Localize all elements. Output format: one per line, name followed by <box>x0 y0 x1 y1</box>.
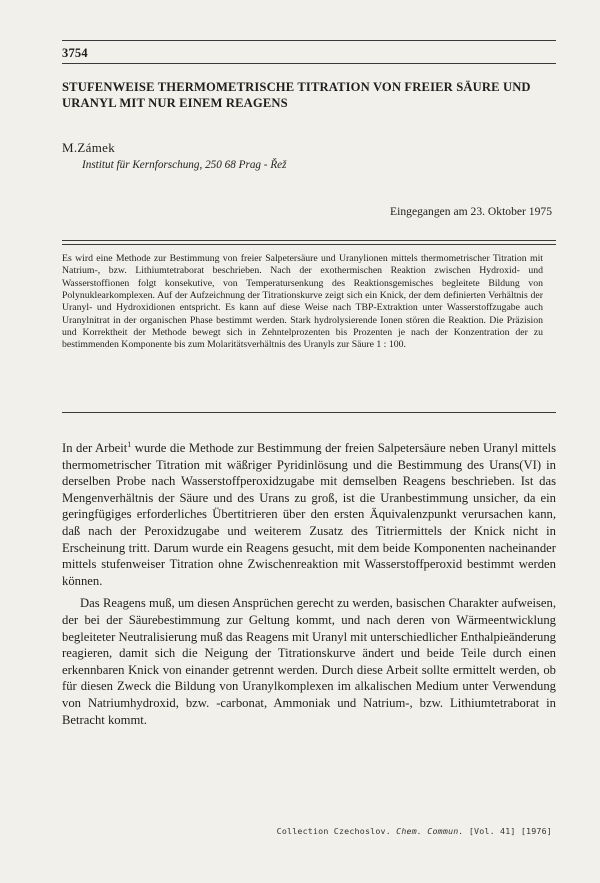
article-body <box>62 440 556 728</box>
paragraph-1-start: In der Arbeit <box>62 441 128 455</box>
author-affiliation: Institut für Kernforschung, 250 68 Prag - Řež <box>82 159 287 171</box>
paragraph-2: Das Reagens muß, um diesen Ansprüchen gerecht zu werden, basischen Charakter aufweisen, der bei der Säurebestimmung zur Geltung kommt, und nach deren von Wärmeentwicklung begleiteter Neutralisierung muß das Reagens mit Uranyl mit unterschiedlicher Enthalpieänderung reagieren, damit sich die Neigung der Titrationskurve ändert und beide Teile durch einen erkennbaren Knick von einander getrennt werden. Durch diese Arbeit sollte ermittelt werden, ob für diesen Zweck die Bildung von Uranylkomplexen im alkalischen Medium unter Verwendung von Natriumhydroxid, bzw. -carbonat, Ammoniak und Natrium-, bzw. Lithiumtetraborat in Betracht kommt. <box>62 596 556 727</box>
header-rule <box>62 63 556 64</box>
paragraph-1-rest: wurde die Methode zur Bestimmung der freien Salpetersäure neben Uranyl mittels thermometrischer Titration mit wäßriger Pyridinlösung und die Bestimmung des Urans(VI) in derselben Probe nach Wasserstoffperoxidzugabe mit demselben Reagens beschrieben. Ist das Mengenverhältnis der Säure und des Urans zu groß, ist die Uranbestimmung unsicher, da ein geringfügiges erforderliches Übertitrieren über den ersten Äquivalenzpunkt verursachen kann, daß nach der Peroxidzugabe und weiterem Zusatz des Titriermittels der Knick nicht in Erscheinung tritt. Darum wurde ein Reagens gesucht, mit dem beide Komponenten nacheinander mittels stufenweiser Titration ohne Zwischenreaktion mit Wasserstoffperoxid bestimmt werden können. <box>62 441 556 588</box>
author-name: M.Zámek <box>62 140 116 155</box>
citation-journal: Chem. Commun. <box>396 826 464 836</box>
citation-suffix: [Vol. 41] [1976] <box>463 826 552 836</box>
received-date: Eingegangen am 23. Oktober 1975 <box>390 205 552 218</box>
abstract-top-rule-2 <box>62 244 556 245</box>
reference-marker: 1 <box>127 439 132 449</box>
abstract-bottom-rule <box>62 412 556 413</box>
citation-prefix: Collection Czechoslov. <box>276 826 397 836</box>
page-number: 3754 <box>62 46 88 60</box>
abstract-top-rule <box>62 240 556 241</box>
paragraph-1 <box>62 440 556 589</box>
article-title: STUFENWEISE THERMOMETRISCHE TITRATION VON FREIER SÄURE UND URANYL MIT NUR EINEM REAGENS <box>62 80 531 110</box>
abstract: Es wird eine Methode zur Bestimmung von freier Salpetersäure und Uranylionen mittels thermometrischer Titration mit Natrium-, bzw. Lithiumtetraborat beschrieben. Nach der exothermischen Reaktion zwischen Hydroxid- und Wasserstoffionen folgt konsekutive, von Temperatursenkung des Reaktionsgemisches begleitete Bildung von Polynuklearkomplexen. Auf der Aufzeichnung der Titrationskurve zeigt sich ein Knick, der dem definierten Verhältnis der Uranyl- und Hydroxidionen entspricht. Es kann auf diese Weise nach TBP-Extraktion unter Wasserstoffzugabe auch Uranylnitrat in der organischen Phase bestimmt werden. Stark hydrolysierende Ionen stören die Reaktion. Die Präzision und Korrektheit der Methode bewegt sich in Zehntelprozenten bis Prozenten je nach der Konzentration der zu bestimmenden Komponente bis zum Molaritätsverhältnis des Uranyls zur Säure 1 : 100. <box>62 253 543 351</box>
journal-citation <box>277 826 552 836</box>
top-rule <box>62 40 556 41</box>
